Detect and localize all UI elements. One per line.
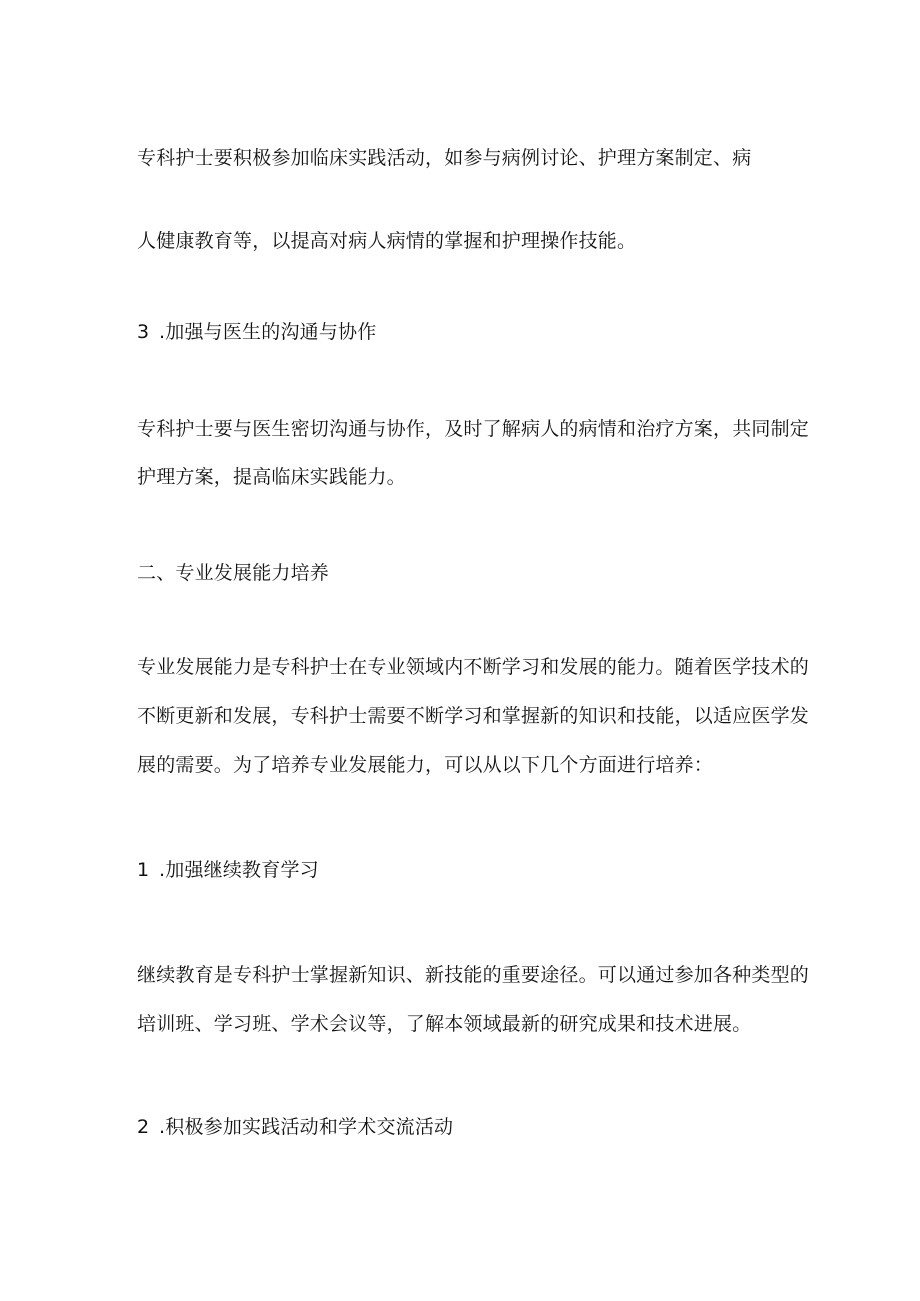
section-heading-1 bbox=[137, 858, 319, 882]
paragraph-line: 专业发展能力是专科护士在专业领域内不断学习和发展的能力。随着医学技术的 bbox=[137, 656, 810, 678]
paragraph-line: 展的需要。为了培养专业发展能力，可以从以下几个方面进行培养： bbox=[137, 754, 714, 776]
section-heading-2 bbox=[137, 1115, 453, 1139]
heading-text: .加强继续教育学习 bbox=[159, 859, 319, 881]
paragraph-line: 专科护士要与医生密切沟通与协作，及时了解病人的病情和治疗方案，共同制定 bbox=[137, 418, 810, 440]
heading-number: 1 bbox=[137, 859, 150, 881]
paragraph-line: 培训班、学习班、学术会议等，了解本领域最新的研究成果和技术进展。 bbox=[137, 1013, 752, 1035]
heading-number: 2 bbox=[137, 1116, 150, 1138]
paragraph-line: 不断更新和发展，专科护士需要不断学习和掌握新的知识和技能，以适应医学发 bbox=[137, 705, 810, 727]
paragraph-line: 护理方案，提高临床实践能力。 bbox=[137, 466, 406, 488]
section-heading-3 bbox=[137, 320, 376, 344]
section-title: 二、专业发展能力培养 bbox=[137, 562, 330, 584]
heading-text: .加强与医生的沟通与协作 bbox=[159, 321, 377, 343]
heading-number: 3 bbox=[137, 321, 150, 343]
paragraph-line: 人健康教育等，以提高对病人病情的掌握和护理操作技能。 bbox=[137, 230, 637, 252]
heading-text: .积极参加实践活动和学术交流活动 bbox=[159, 1116, 454, 1138]
paragraph-line: 继续教育是专科护士掌握新知识、新技能的重要途径。可以通过参加各种类型的 bbox=[137, 964, 810, 986]
paragraph-line: 专科护士要积极参加临床实践活动，如参与病例讨论、护理方案制定、病 bbox=[137, 147, 752, 169]
